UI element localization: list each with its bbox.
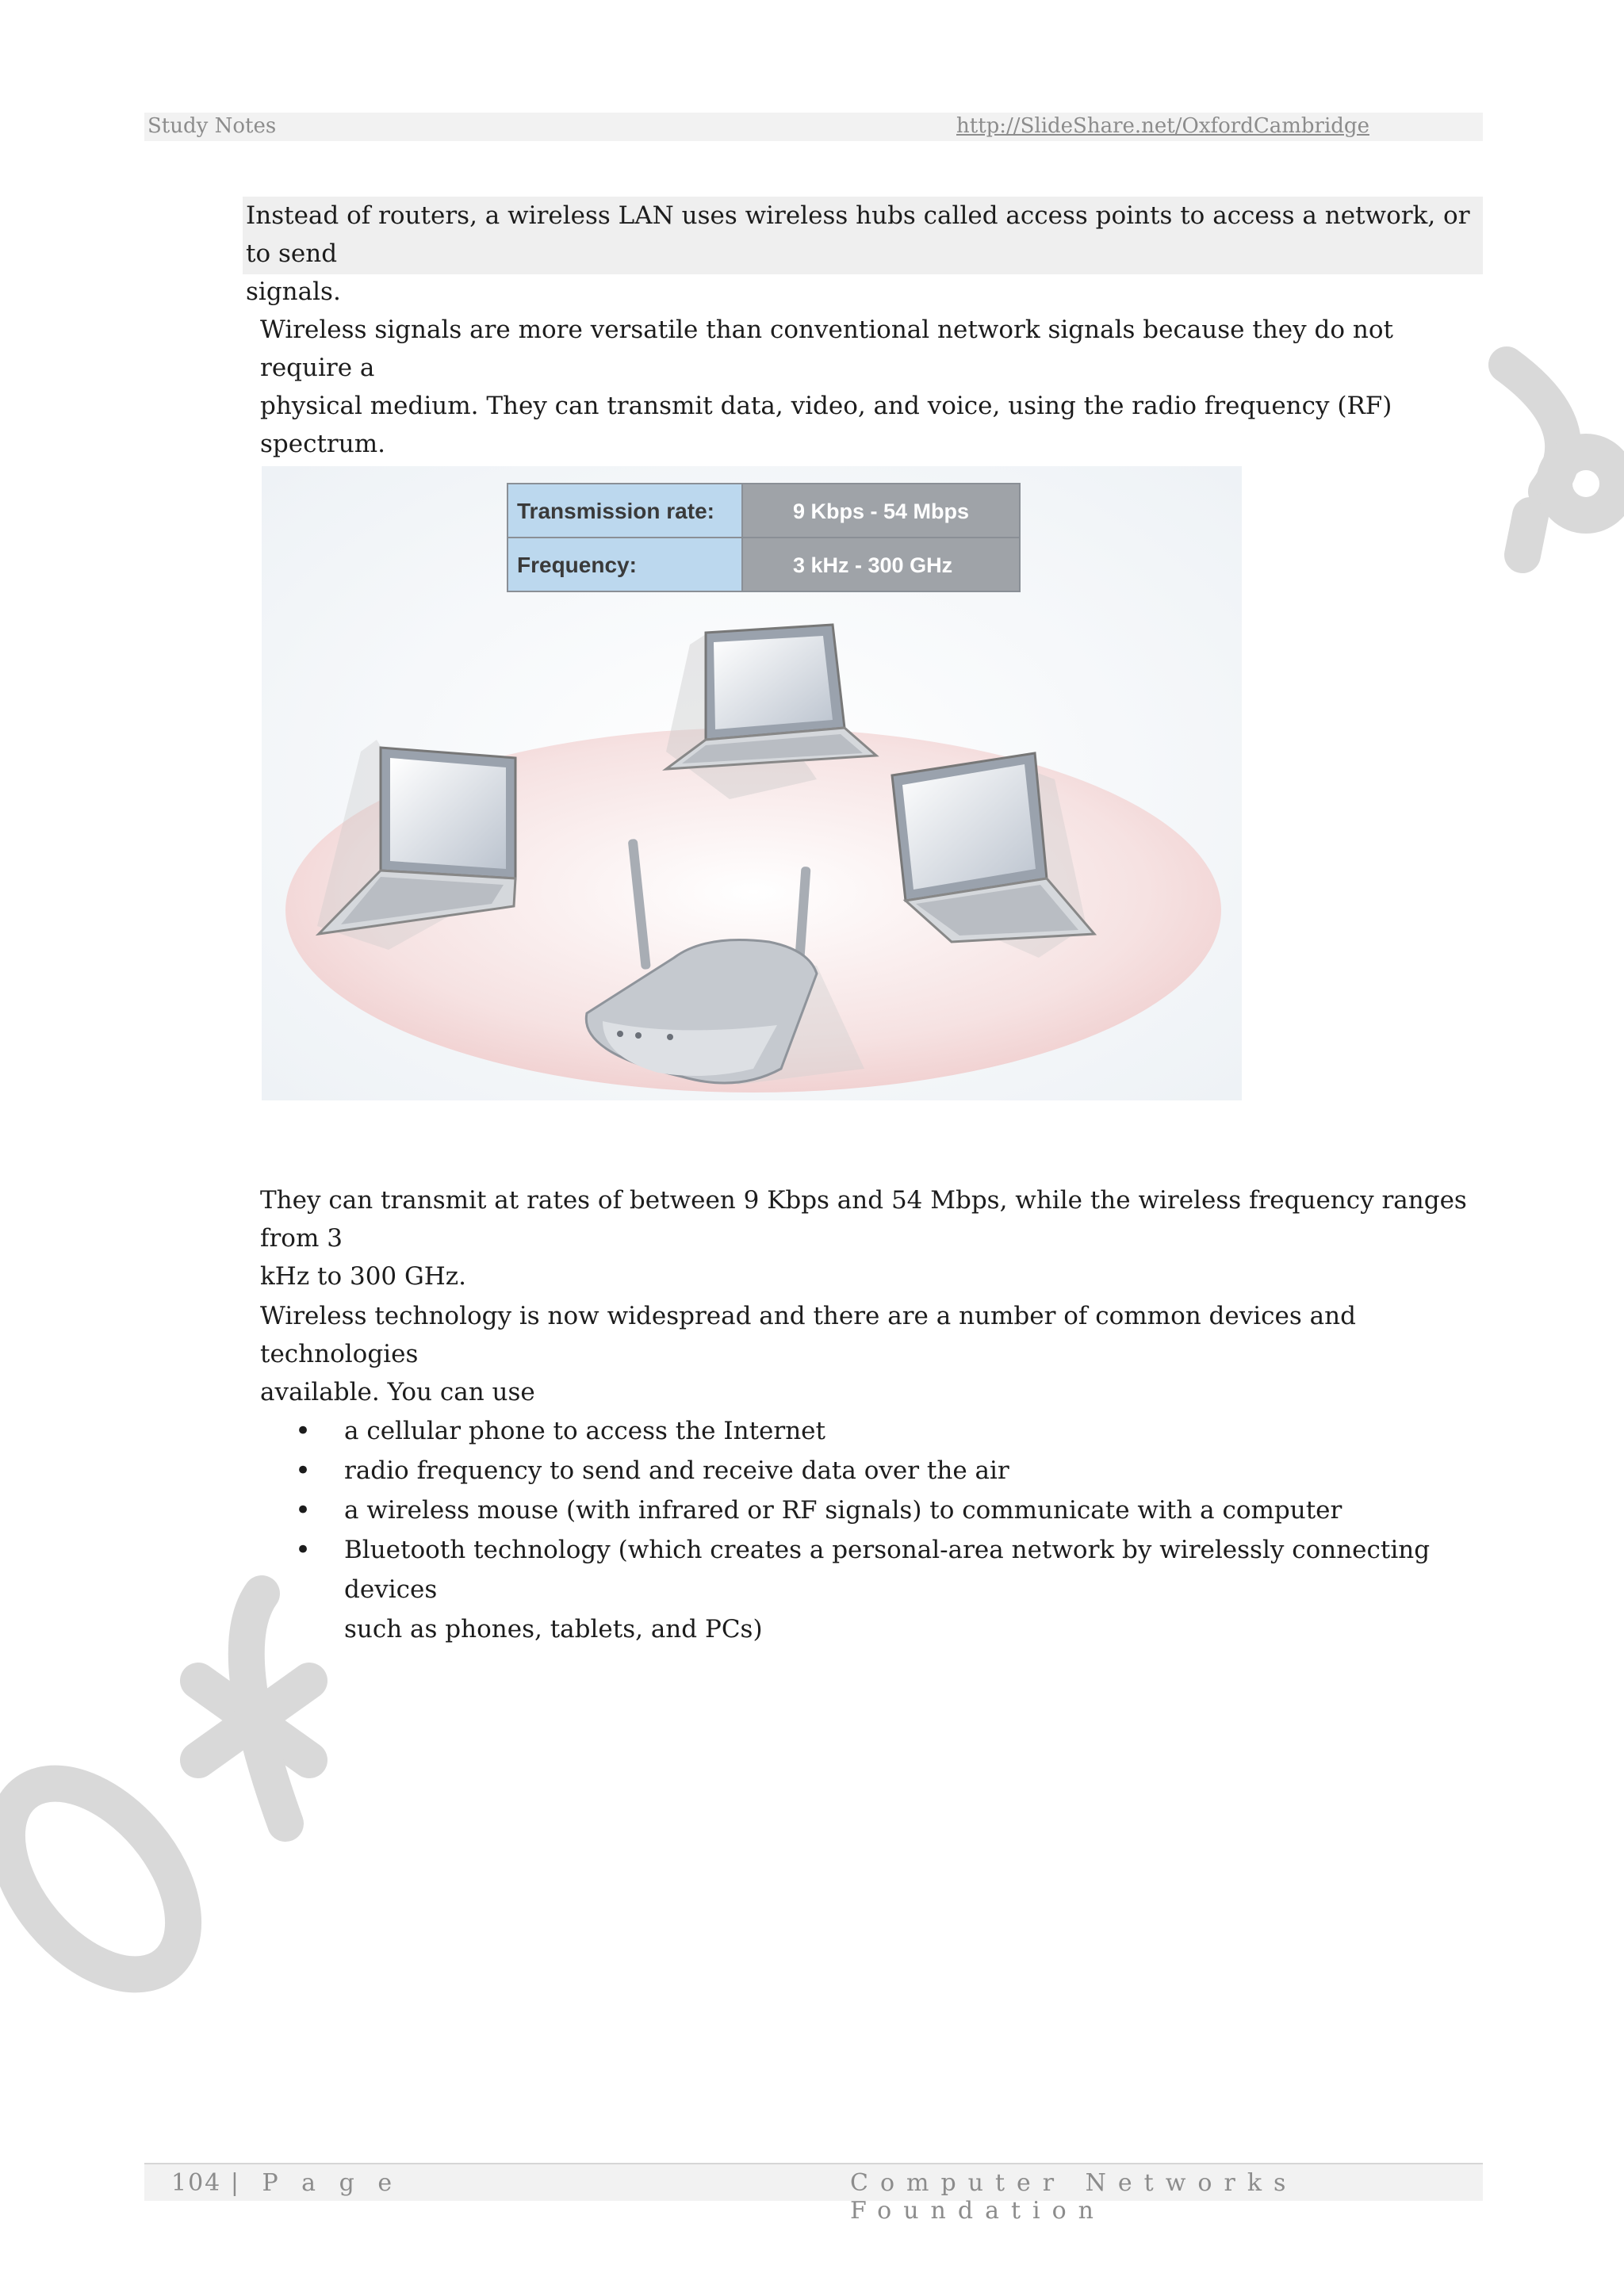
page-header	[144, 113, 1483, 141]
page-footer	[144, 2163, 1483, 2225]
callout-line-1: Instead of routers, a wireless LAN uses wireless hubs called access points to access a network, or to send	[246, 201, 1470, 268]
list-item: • a cellular phone to access the Internet	[260, 1411, 1497, 1451]
device-list	[260, 1411, 1497, 1649]
rates-paragraph	[260, 1181, 1481, 1295]
page-number: 104	[171, 2169, 222, 2197]
rates-line-2: kHz to 300 GHz.	[260, 1262, 466, 1291]
callout-box	[243, 197, 1483, 306]
tech-paragraph	[260, 1297, 1481, 1411]
info-table	[508, 484, 1020, 591]
intro-line-1: Wireless signals are more versatile than conventional network signals because they do not require a	[260, 316, 1393, 382]
callout-line-2: signals.	[246, 277, 341, 306]
footer-title: Computer Networks Foundation	[850, 2169, 1298, 2225]
rates-line-1: They can transmit at rates of between 9 Kbps and 54 Mbps, while the wireless frequency ranges from 3	[260, 1186, 1467, 1253]
table-label-rate: Transmission rate:	[517, 499, 714, 523]
tech-line-2: available. You can use	[260, 1378, 535, 1406]
table-value-rate: 9 Kbps - 54 Mbps	[793, 499, 970, 523]
list-item: • radio frequency to send and receive data over the air	[260, 1451, 1497, 1490]
tech-line-1: Wireless technology is now widespread and there are a number of common devices and technologies	[260, 1302, 1356, 1368]
table-value-frequency: 3 kHz - 300 GHz	[793, 553, 953, 577]
header-left-text: Study Notes	[147, 114, 277, 138]
list-item-line-2: such as phones, tablets, and PCs)	[344, 1615, 763, 1644]
header-url-link[interactable]: http://SlideShare.net/OxfordCambridge	[956, 114, 1369, 138]
table-label-frequency: Frequency:	[517, 553, 637, 577]
list-item	[260, 1530, 1497, 1649]
list-item: • a wireless mouse (with infrared or RF signals) to communicate with a computer	[260, 1490, 1497, 1530]
intro-line-2: physical medium. They can transmit data, video, and voice, using the radio frequency (RF) spectrum.	[260, 392, 1392, 458]
intro-paragraph	[260, 311, 1481, 463]
page-word: | P a g e	[230, 2169, 400, 2197]
list-item-line-1: • Bluetooth technology (which creates a personal-area network by wirelessly connecting devices	[344, 1536, 1431, 1604]
wireless-lan-figure	[262, 466, 1242, 1100]
page-number-group	[171, 2169, 400, 2197]
